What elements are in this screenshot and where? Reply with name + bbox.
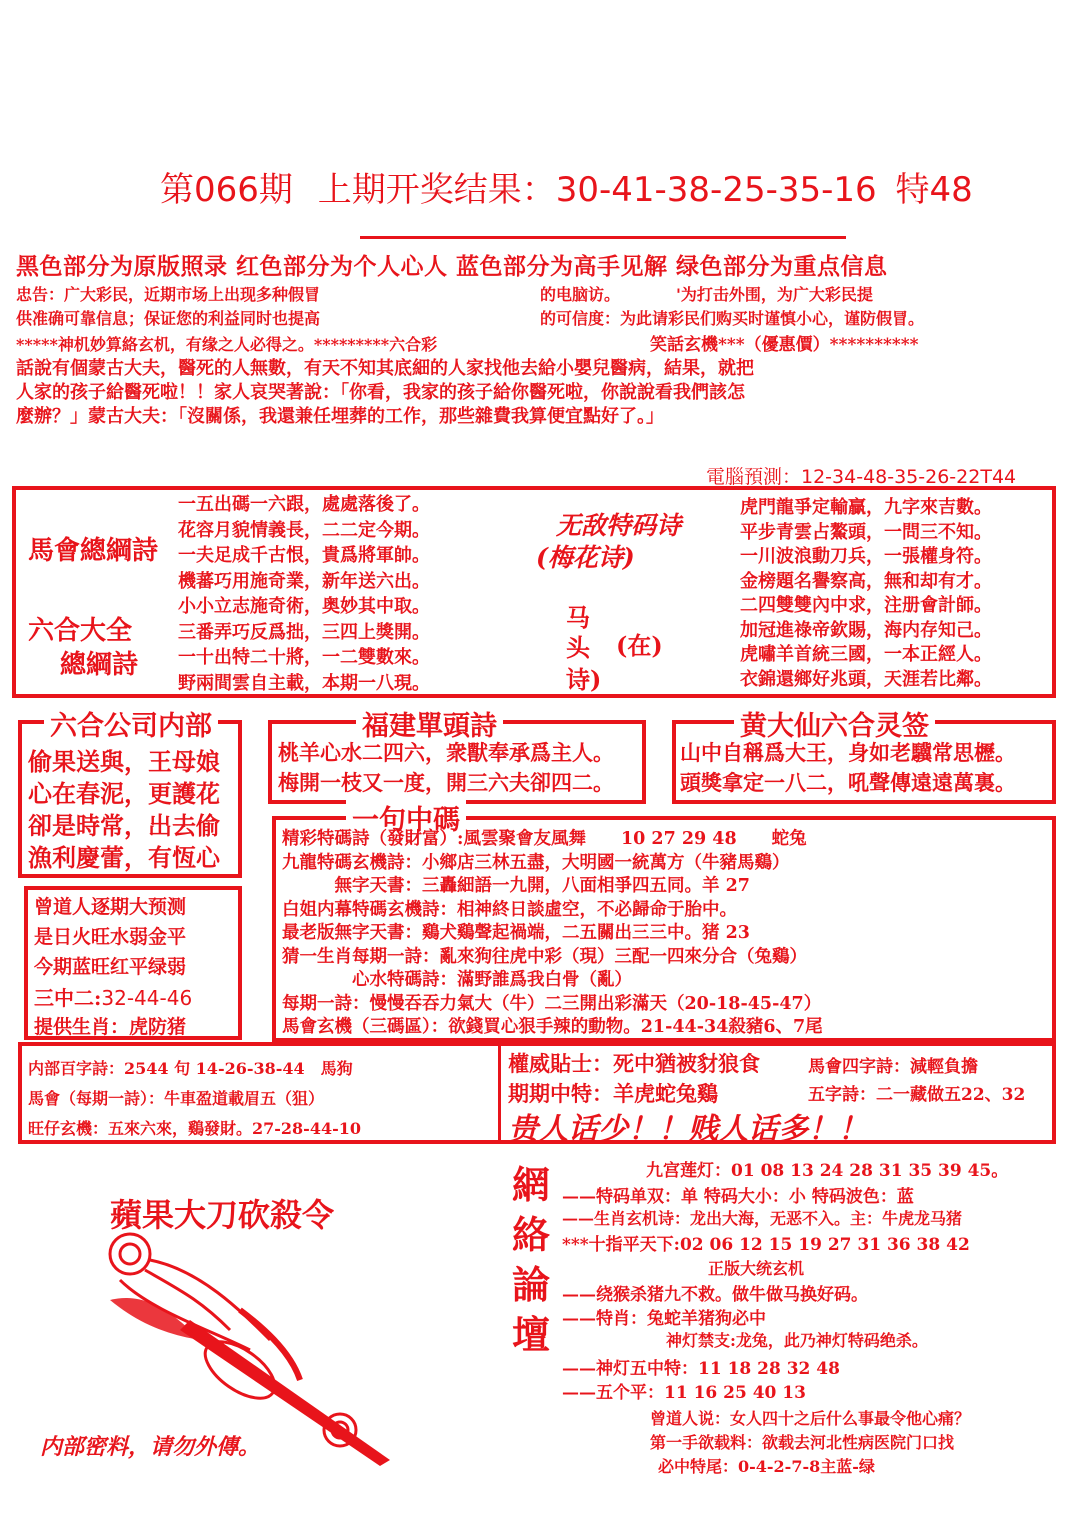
yijuzhong-line: 馬會玄機（三碼區）：欲錢買心狠手辣的動物。21-44-34殺豬6、7尾 <box>282 1017 823 1037</box>
huangdaxian-line: 頭獎拿定一八二，吼聲傳遠遠萬裏。 <box>680 770 1016 795</box>
yijuzhong-line: 猜一生肖每期一詩：亂來狗往虎中彩（現）三配一四來分合（兔鷄） <box>282 946 807 967</box>
forum-char: 絡 <box>512 1212 551 1257</box>
result-label: 上期开奖结果： <box>317 170 556 210</box>
zengdao-l3-value: 32-44-46 <box>101 986 193 1010</box>
huangdaxian-lines <box>680 738 1016 798</box>
forum-line: 第一手欲载料：欲载去河北性病医院门口找 <box>650 1433 955 1452</box>
bottom-info-divider <box>498 1044 501 1142</box>
poem-left-column <box>178 492 430 696</box>
company-title: 六合公司内部 <box>44 704 218 743</box>
yijuzhong-line: 白姐内幕特碼玄機詩：相神終日談虛空，不必歸命于胎中。 <box>282 899 737 920</box>
forum-line: 九宫莲灯：01 08 13 24 28 31 35 39 45。 <box>646 1161 1009 1181</box>
bottom-right-l1a: 權威貼士：死中猶被豺狼食 <box>508 1051 760 1076</box>
yijuzhong-line: 無字天書：三轟細語一九開，八面相爭四五同。羊 27 <box>282 876 750 896</box>
joke-line2: 人家的孩子給醫死啦！！家人哀哭著說：「你看，我家的孩子給你醫死啦，你說說看我們該怎 <box>16 382 745 403</box>
poem-label-2a: 六合大全 <box>28 616 133 646</box>
notice-line3-left: *****神机妙算絡玄机，有缘之人必得之。*********六合彩 <box>16 335 438 354</box>
poem-right-line: 衣錦還鄉好兆頭，天涯若比鄰。 <box>740 668 992 690</box>
forum-char: 網 <box>512 1162 551 1207</box>
poem-left-line: 花容月貌情義長，二二定今期。 <box>178 519 430 541</box>
fujian-title: 福建單頭詩 <box>356 704 503 743</box>
poem-right-line: 一川波浪動刀兵，一張權身符。 <box>740 546 992 567</box>
poem-label-1: 馬會總綱詩 <box>28 536 159 566</box>
company-line: 漁利慶蕾，有恆心 <box>28 843 220 872</box>
yijuzhong-lines <box>282 828 823 1040</box>
poem-right-line: 二四雙雙內中求，注册會計師。 <box>740 595 992 616</box>
joke-line1: 話說有個蒙古大夫，醫死的人無數，有天不知其底細的人家找他去給小嬰兒醫病，結果，就把 <box>16 358 754 379</box>
mid-a: 马 <box>566 603 590 632</box>
bottom-left-l2: 馬會（每期一詩）：牛車盈道載眉五（狙） <box>28 1089 325 1108</box>
fujian-line: 梅開一枝又一度，開三六夫卻四二。 <box>278 770 614 795</box>
poem-left-line: 一十出特二十將，一二雙數來。 <box>178 647 430 668</box>
bottom-right-l1b: 馬會四字詩：減輕負擔 <box>808 1057 978 1077</box>
knife-caption: 内部密料，请勿外傳。 <box>40 1434 261 1460</box>
forum-line: 曾道人说：女人四十之后什么事最令他心痛？ <box>650 1409 971 1428</box>
issue-header <box>160 162 973 211</box>
forum-line: 必中特尾：0-4-2-7-8主蓝-绿 <box>658 1457 875 1476</box>
forum-line: ***十指平天下:02 06 12 15 19 27 31 36 38 42 <box>562 1235 970 1255</box>
forum-line: 神灯禁支:龙兔，此乃神灯特码绝杀。 <box>666 1331 928 1350</box>
issue-number: 第066期 <box>160 170 293 210</box>
zengdao-l2: 今期蓝旺红平绿弱 <box>34 956 187 978</box>
forum-line: 正版大统玄机 <box>708 1259 805 1278</box>
notice-line1-left: 忠告：广大彩民，近期市场上出现多种假冒 <box>16 285 321 304</box>
bottom-right-l2a: 期期中特：羊虎蛇兔鷄 <box>508 1081 718 1106</box>
top-divider <box>360 236 846 239</box>
zengdao-l1: 是日火旺水弱金平 <box>34 926 187 948</box>
forum-line: ——生肖玄机诗：龙出大海，无恶不入。主：牛虎龙马猪 <box>562 1209 963 1228</box>
poem-label-2b: 總綱詩 <box>60 650 139 680</box>
forum-line: ——绕猴杀猪九不救。做牛做马换好码。 <box>562 1285 868 1305</box>
bottom-left-l3: 旺仔玄機：五來六來，鷄發財。27-28-44-10 <box>28 1119 361 1138</box>
forum-line: ——特码单双：单 特码大小：小 特码波色：蓝 <box>562 1187 914 1207</box>
company-lines <box>28 746 220 874</box>
mid-title-1: 无敌特码诗 <box>556 511 682 540</box>
poem-right-line: 加冠進祿帝欽賜，海内存知己。 <box>740 619 992 641</box>
bottom-right-l2b: 五字詩：二一藏做五22、32 <box>808 1085 1026 1105</box>
yijuzhong-title: 一句中碼 <box>346 798 466 837</box>
huangdaxian-title: 黄大仙六合灵签 <box>734 704 935 743</box>
zengdao-title: 曾道人逐期大预测 <box>34 896 187 918</box>
bottom-left-l1: 内部百字詩：2544 句 14-26-38-44 馬狗 <box>28 1059 353 1078</box>
knife-title: 蘋果大刀砍殺令 <box>110 1196 335 1234</box>
yijuzhong-line: 精彩特碼詩（發財富）:風雲聚會友風舞 10 27 29 48 蛇兔 <box>282 829 807 849</box>
bottom-right-slogan: 贵人话少！！贱人话多！！ <box>508 1112 868 1147</box>
poem-right-line: 虎嘯羊首統三國，一本正經人。 <box>740 644 992 665</box>
poem-right-line: 平步青雲占鰲頭，一問三不知。 <box>740 521 992 543</box>
mid-d: 诗) <box>566 665 602 694</box>
zengdao-l4: 提供生肖：虎防猪 <box>34 1016 187 1038</box>
poem-left-line: 三番弄巧反爲拙，三四上獎開。 <box>178 621 430 643</box>
mid-b: 头 <box>566 633 590 662</box>
mid-title-2: (梅花诗) <box>536 543 635 572</box>
notice-line3-right: 笑話玄機***（優惠價）********** <box>650 335 919 355</box>
notice-line2-left: 供准确可靠信息；保证您的利益同时也提高 <box>16 309 321 328</box>
fujian-lines <box>278 738 614 798</box>
zengdao-l3-label: 三中二: <box>34 986 102 1010</box>
poem-right-column <box>740 496 992 692</box>
fujian-line: 桃羊心水二四六，衆獸奉承爲主人。 <box>278 740 614 765</box>
forum-line: ——五个平：11 16 25 40 13 <box>562 1383 806 1403</box>
forum-char: 論 <box>512 1262 551 1307</box>
yijuzhong-line: 每期一詩：慢慢吞吞力氣大（牛）二三開出彩滿天（20-18-45-47） <box>282 993 822 1014</box>
company-line: 偷果送與，王母娘 <box>28 747 220 776</box>
poem-left-line: 機蕃巧用施奇業，新年送六出。 <box>178 570 430 592</box>
special-number: 特48 <box>895 170 973 210</box>
computer-prediction: 電腦預測：12-34-48-35-26-22T44 <box>706 466 1017 488</box>
forum-line: ——特肖：兔蛇羊猪狗必中 <box>562 1309 766 1329</box>
result-numbers: 30-41-38-25-35-16 <box>555 170 877 210</box>
zengdao-l3 <box>34 982 192 1011</box>
poem-right-line: 金榜題名譽察高，無和却有才。 <box>740 570 992 592</box>
yijuzhong-line: 最老版無字天書：鷄犬鷄聲起禍端，二五關出三三中。猪 23 <box>282 923 750 943</box>
huangdaxian-line: 山中自稱爲大王，身如老驥常思櫪。 <box>680 740 1016 765</box>
company-line: 卻是時常，出去偷 <box>28 811 220 840</box>
mid-c: (在) <box>616 631 663 660</box>
notice-line2-right: 的可信度：为此请彩民们购买时谨慎小心，谨防假冒。 <box>540 309 925 328</box>
yijuzhong-line: 心水特碼詩：滿野誰爲我白骨（亂） <box>282 970 632 990</box>
forum-char: 壇 <box>512 1312 551 1357</box>
poem-left-line: 野兩間雲自主載，本期一八現。 <box>178 672 430 694</box>
forum-line: ——神灯五中特：11 18 28 32 48 <box>562 1359 840 1379</box>
poem-right-line: 虎門龍爭定輸贏，九字來吉數。 <box>740 497 992 518</box>
company-line: 心在春泥，更護花 <box>28 779 220 808</box>
yijuzhong-line: 九龍特碼玄機詩：小鄉店三林五盡，大明國一統萬方（牛豬馬鷄） <box>282 852 790 873</box>
forum-vertical-title <box>512 1160 550 1360</box>
poem-left-line: 小小立志施奇術，奥妙其中取。 <box>178 596 430 617</box>
joke-line3: 麼辦？」蒙古大夫：「沒關係，我還兼任埋葬的工作，那些雜費我算便宜點好了。」 <box>16 406 664 427</box>
color-legend: 黑色部分为原版照录 红色部分为个人心人 蓝色部分为高手见解 绿色部分为重点信息 <box>16 254 888 280</box>
notice-line1-right: 的电脑访。 '为打击外围，为广大彩民提 <box>540 285 873 304</box>
poem-left-line: 一夫足成千古恨，貴爲將軍帥。 <box>178 545 430 566</box>
poem-left-line: 一五出碼一六跟，處處落後了。 <box>178 494 430 515</box>
